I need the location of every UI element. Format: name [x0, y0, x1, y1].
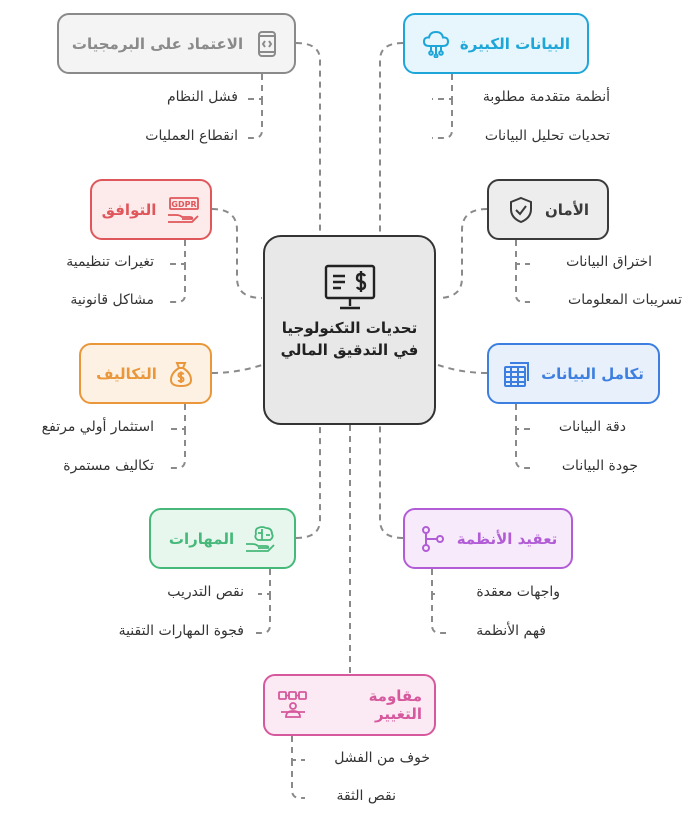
leaf-item: تكاليف مستمرة: [63, 458, 154, 474]
gdpr-hand-icon: [166, 196, 200, 224]
leaf-item: تسريبات المعلومات: [568, 292, 682, 308]
branch-label: التوافق: [101, 200, 157, 219]
leaf-item: واجهات معقدة: [476, 584, 560, 600]
center-title: تحديات التكنولوجيا في التدقيق المالي: [280, 319, 419, 359]
branch-software-reliance[interactable]: [57, 13, 296, 74]
branch-label: الأمان: [544, 200, 590, 219]
leaf-item: مشاكل قانونية: [70, 292, 154, 308]
branch-label: التكاليف: [96, 364, 157, 383]
branch-big-data[interactable]: [403, 13, 589, 74]
leaf-item: نقص الثقة: [336, 788, 396, 804]
leaf-item: خوف من الفشل: [334, 750, 430, 766]
branch-label: تعقيد الأنظمة: [456, 529, 558, 548]
branch-resistance-to-change[interactable]: [263, 674, 436, 736]
leaf-item: دقة البيانات: [558, 419, 626, 435]
table-grid-icon: [503, 360, 531, 388]
branch-compliance[interactable]: [90, 179, 212, 240]
leaf-item: أنظمة متقدمة مطلوبة: [482, 89, 610, 105]
branch-data-integration[interactable]: [487, 343, 660, 404]
branch-label: تكامل البيانات: [541, 364, 644, 383]
leaf-item: فجوة المهارات التقنية: [118, 623, 244, 639]
center-node: [263, 235, 436, 425]
branch-systems-complexity[interactable]: [403, 508, 573, 569]
shield-check-icon: [507, 196, 535, 224]
monitor-dollar-icon: [323, 263, 377, 311]
leaf-item: فهم الأنظمة: [476, 623, 546, 639]
branch-label: مقاومة التغيير: [368, 687, 422, 723]
leaf-item: انقطاع العمليات: [145, 128, 238, 144]
branch-skills[interactable]: [149, 508, 296, 569]
branch-security[interactable]: [487, 179, 609, 240]
phone-code-icon: [253, 30, 281, 58]
leaf-item: تغيرات تنظيمية: [66, 254, 154, 270]
branch-label: الاعتماد على البرمجيات: [71, 34, 244, 53]
leaf-item: نقص التدريب: [167, 584, 244, 600]
money-bag-icon: [167, 360, 195, 388]
cloud-network-icon: [422, 30, 450, 58]
branch-costs[interactable]: [79, 343, 212, 404]
leaf-item: جودة البيانات: [561, 458, 638, 474]
leaf-item: استثمار أولي مرتفع: [41, 419, 154, 435]
leaf-item: اختراق البيانات: [566, 254, 652, 270]
leaf-item: فشل النظام: [166, 89, 238, 105]
svg-text:GDPR: GDPR: [171, 199, 198, 209]
branch-label: المهارات: [168, 529, 235, 548]
leaf-item: تحديات تحليل البيانات: [484, 128, 610, 144]
branch-icon: [419, 525, 447, 553]
hand-brain-icon: [244, 525, 276, 553]
people-change-icon: [277, 691, 309, 719]
branch-label: البيانات الكبيرة: [459, 34, 571, 53]
